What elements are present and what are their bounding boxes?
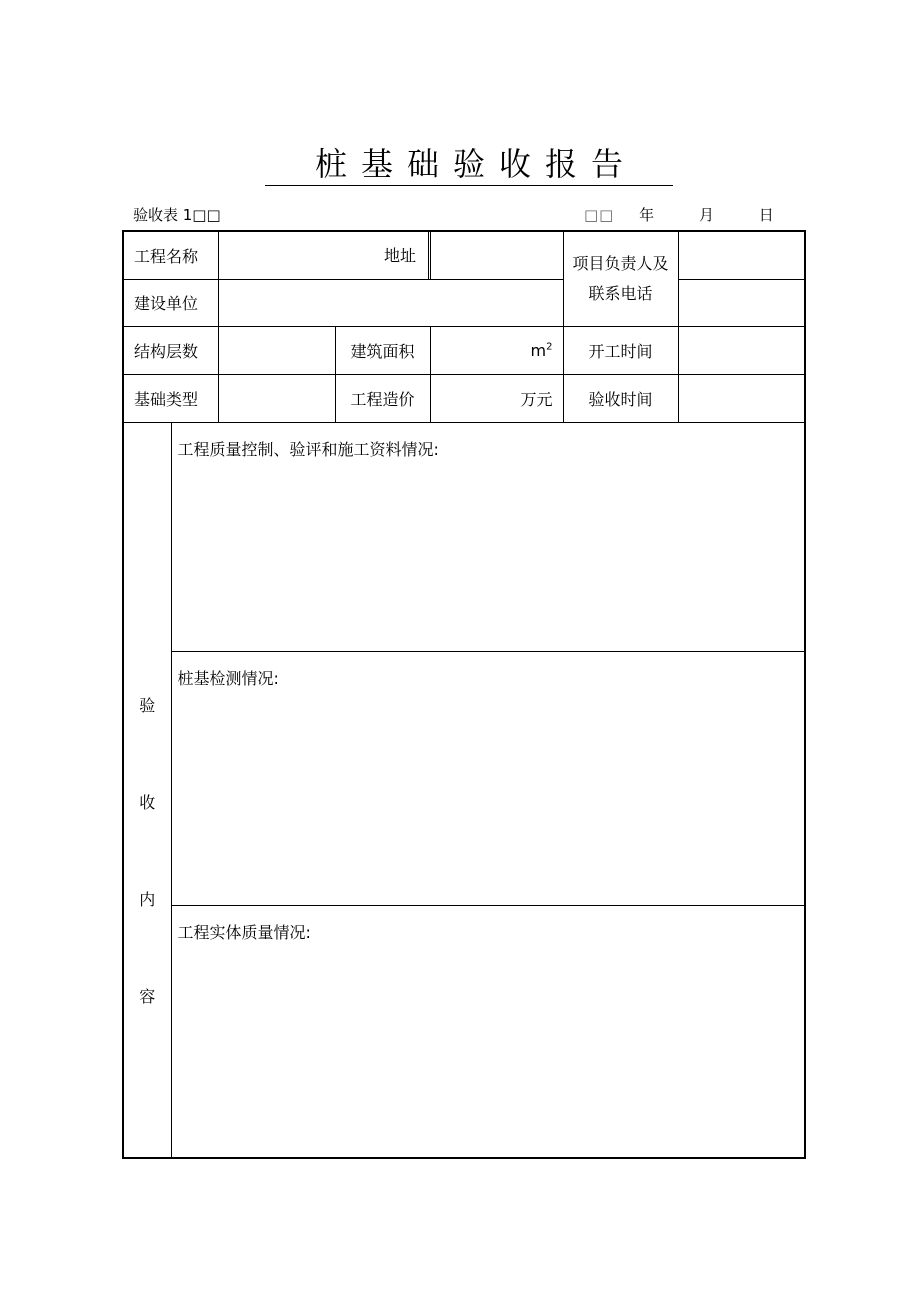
date-line xyxy=(584,205,774,225)
page-title: 桩基础验收报告 xyxy=(265,142,673,186)
start-time-field[interactable] xyxy=(678,326,805,374)
year-label: 年 xyxy=(639,206,655,224)
pile-inspection-label: 桩基检测情况: xyxy=(177,669,279,689)
manager-label-line1: 项目负责人及 xyxy=(572,253,669,273)
area-unit: m xyxy=(530,340,547,360)
cost-unit: 万元 xyxy=(520,389,553,409)
building-area-label: 建筑面积 xyxy=(335,326,430,374)
month-label: 月 xyxy=(698,206,714,224)
day-label: 日 xyxy=(758,206,774,224)
sidebar-char-4: 容 xyxy=(139,986,156,1006)
sidebar-char-3: 内 xyxy=(139,889,156,909)
start-time-label: 开工时间 xyxy=(563,326,678,374)
phone-field[interactable] xyxy=(678,279,805,326)
manager-field[interactable] xyxy=(678,231,805,279)
entity-quality-label: 工程实体质量情况: xyxy=(177,922,311,942)
acceptance-form-table xyxy=(122,230,806,1159)
address-field[interactable] xyxy=(429,232,562,280)
builder-field[interactable] xyxy=(218,279,563,326)
project-cost-label: 工程造价 xyxy=(335,374,430,422)
acceptance-time-field[interactable] xyxy=(678,374,805,422)
structure-floors-label: 结构层数 xyxy=(123,326,218,374)
date-boxes: □□ xyxy=(584,206,615,224)
pile-inspection-section[interactable] xyxy=(171,652,805,906)
acceptance-content-sidebar xyxy=(123,422,171,1158)
manager-label-line2: 联系电话 xyxy=(588,283,653,303)
project-name-label: 工程名称 xyxy=(123,231,218,279)
address-label: 地址 xyxy=(372,232,429,280)
foundation-type-label: 基础类型 xyxy=(123,374,218,422)
quality-control-section[interactable] xyxy=(171,422,805,651)
building-area-field[interactable] xyxy=(430,326,563,374)
sidebar-char-1: 验 xyxy=(139,695,156,715)
entity-quality-section[interactable] xyxy=(171,905,805,1158)
builder-label: 建设单位 xyxy=(123,279,218,326)
project-cost-field[interactable] xyxy=(430,374,563,422)
acceptance-time-label: 验收时间 xyxy=(563,374,678,422)
sidebar-char-2: 收 xyxy=(139,792,156,812)
quality-control-label: 工程质量控制、验评和施工资料情况: xyxy=(177,439,439,459)
area-unit-superscript: 2 xyxy=(546,341,553,353)
foundation-type-field[interactable] xyxy=(218,374,335,422)
form-number: 验收表 1□□ xyxy=(133,206,221,224)
manager-label xyxy=(563,231,678,326)
structure-floors-field[interactable] xyxy=(218,326,335,374)
